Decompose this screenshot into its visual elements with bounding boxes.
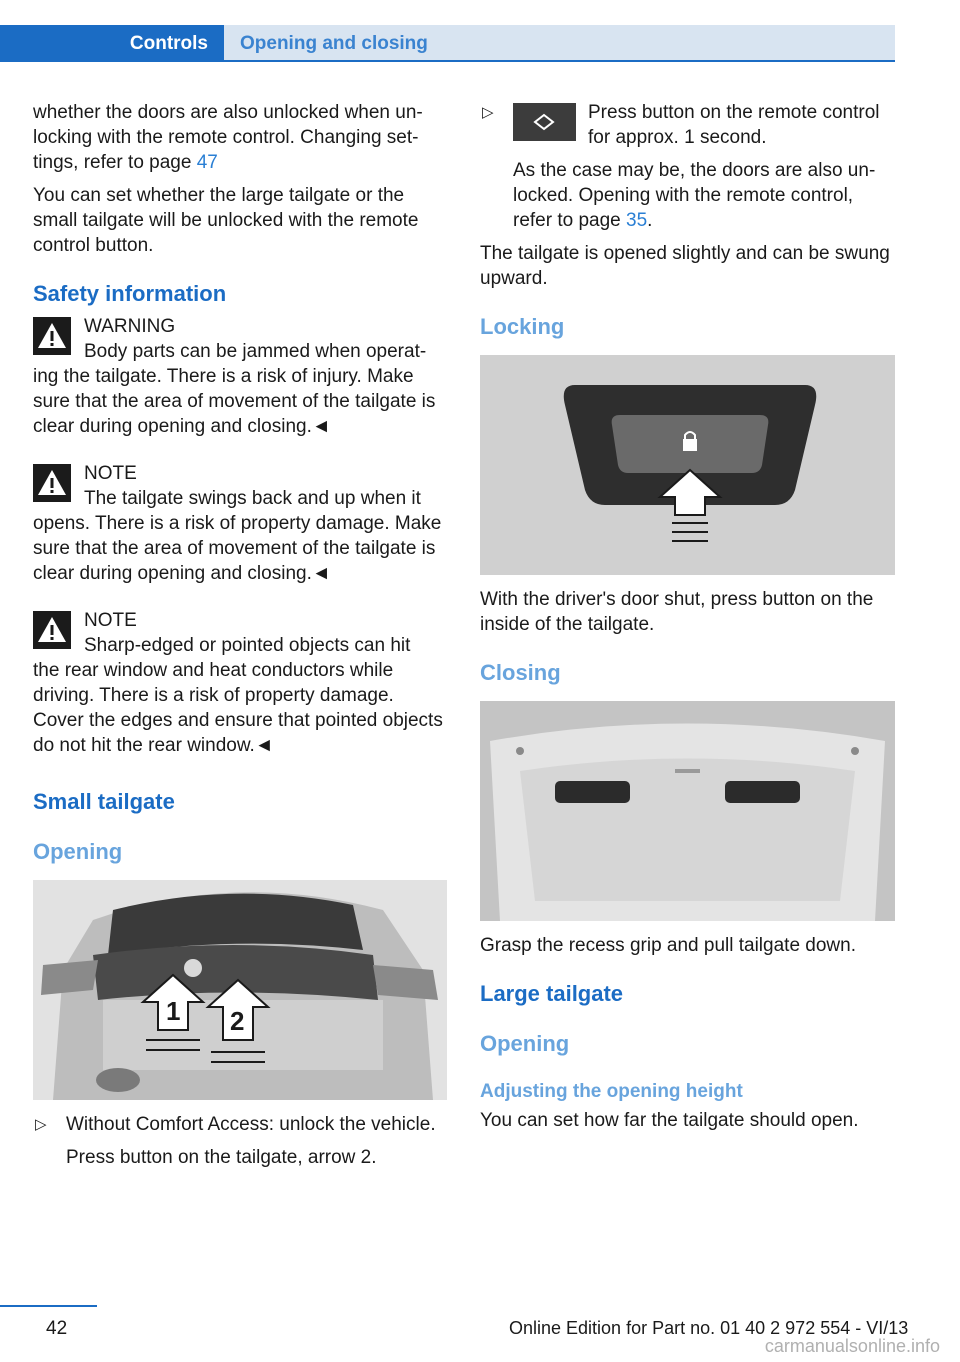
remote-control-button-icon xyxy=(513,103,576,141)
tab-opening-and-closing[interactable]: Opening and closing xyxy=(224,25,895,62)
adjust-height-text: You can set how far the tailgate should open. xyxy=(480,1110,859,1131)
locking-text: With the driver's door shut, press button on the inside of the tailgate. xyxy=(480,589,874,635)
recess-grip-left xyxy=(555,781,630,803)
edition-note: Online Edition for Part no. 01 40 2 972 554 - VI/13 xyxy=(509,1318,909,1338)
warning-title: WARNING xyxy=(84,316,176,337)
warning-triangle-icon xyxy=(33,611,71,649)
recess-grip-right xyxy=(725,781,800,803)
note-block xyxy=(33,461,447,586)
bullet-subtext: Press button on the tailgate, arrow 2. xyxy=(66,1147,377,1168)
footer-rule xyxy=(0,1305,97,1307)
note-block xyxy=(33,608,447,758)
note-title: NOTE xyxy=(84,463,137,484)
note-body: opens. There is a risk of property damage. Make sure that the area of movement of the tailgate is clear during opening and closing.◄ xyxy=(33,513,442,584)
bullet-triangle-icon: ▷ xyxy=(482,104,494,121)
closing-heading: Closing xyxy=(480,660,561,685)
right-column xyxy=(480,100,895,1141)
left-column xyxy=(33,100,447,1178)
locking-heading: Locking xyxy=(480,314,565,339)
tab-controls[interactable]: Controls xyxy=(0,25,224,62)
note-title: NOTE xyxy=(84,610,137,631)
remote-subtext-body: As the case may be, the doors are also unlocked. Opening with the remote control, refer to page xyxy=(513,160,876,231)
small-tailgate-figure xyxy=(33,880,447,1100)
watermark: carmanualsonline.info xyxy=(764,1336,940,1356)
remote-subtext-end: . xyxy=(647,210,653,231)
intro-text: whether the doors are also unlocked when unlocking with the remote control. Changing settings, refer to page xyxy=(33,102,423,173)
closing-grip-figure xyxy=(480,701,895,921)
page-link-35[interactable]: 35 xyxy=(626,210,648,231)
closing-text: Grasp the recess grip and pull tailgate down. xyxy=(480,935,856,956)
note-first-line: Sharp-edged or pointed objects can hit xyxy=(84,635,411,656)
header-tabs xyxy=(0,25,895,62)
tailgate-setting-paragraph: You can set whether the large tailgate or the small tailgate will be unlocked with the remote control button. xyxy=(33,185,419,256)
bullet-text: Without Comfort Access: unlock the vehicle. xyxy=(66,1114,436,1135)
adjust-height-heading: Adjusting the opening height xyxy=(480,1081,743,1102)
remote-text: Press button on the remote control for approx. 1 second. xyxy=(588,102,880,148)
tailgate-opened-paragraph: The tailgate is opened slightly and can be swung upward. xyxy=(480,243,890,289)
logo-emblem xyxy=(184,959,202,977)
remote-subtext xyxy=(513,158,895,233)
warning-first-line: Body parts can be jammed when operat- xyxy=(84,341,427,362)
warning-block xyxy=(33,314,447,439)
page-number: 42 xyxy=(46,1318,68,1339)
list-item xyxy=(33,1112,447,1170)
warning-triangle-icon xyxy=(33,317,71,355)
intro-paragraph xyxy=(33,100,447,175)
warning-triangle-icon xyxy=(33,464,71,502)
safety-heading: Safety information xyxy=(33,281,227,306)
note-body: the rear window and heat conductors while driving. There is a risk of property damage. Cover the edges and ensure that pointed objects do not hit the rear window.◄ xyxy=(33,660,443,756)
tab-underline xyxy=(0,60,895,62)
bullet-triangle-icon: ▷ xyxy=(35,1116,47,1133)
small-tailgate-heading: Small tailgate xyxy=(33,789,175,814)
arrow-2-label: 2 xyxy=(230,1006,245,1036)
locking-button-figure xyxy=(480,355,895,575)
arrow-1-label: 1 xyxy=(166,996,181,1026)
opening-heading: Opening xyxy=(33,839,123,864)
large-tailgate-heading: Large tailgate xyxy=(480,981,624,1006)
page-link-47[interactable]: 47 xyxy=(196,152,218,173)
large-opening-heading: Opening xyxy=(480,1031,570,1056)
warning-body: ing the tailgate. There is a risk of injury. Make sure that the area of movement of the tailgate is clear during opening and closing.◄ xyxy=(33,366,436,437)
note-first-line: The tailgate swings back and up when it xyxy=(84,488,421,509)
list-item xyxy=(480,100,895,233)
